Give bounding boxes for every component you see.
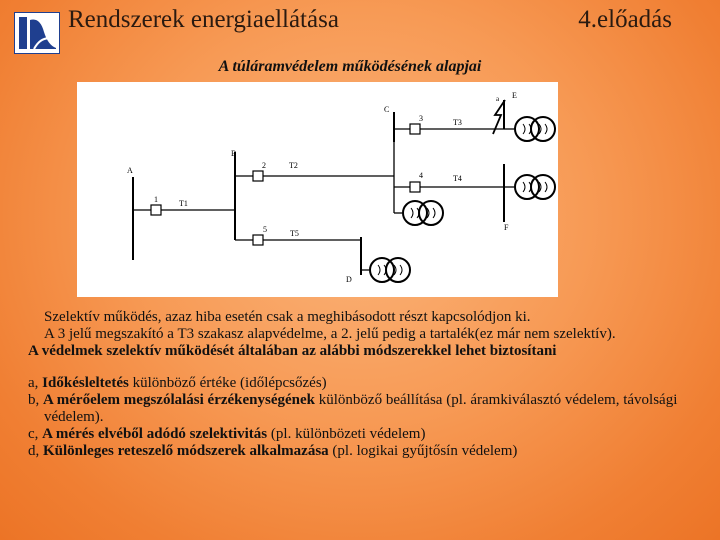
- breaker-3: [410, 124, 420, 134]
- label-bus-d: D: [346, 275, 352, 284]
- label-breaker-5: 5: [263, 225, 267, 234]
- label-breaker-2: 2: [262, 161, 266, 170]
- label-breaker-1: 1: [154, 195, 158, 204]
- label-line-t5: T5: [290, 229, 299, 238]
- header-title: Rendszerek energiaellátása: [68, 6, 339, 33]
- label-breaker-3: 3: [419, 114, 423, 123]
- label-breaker-4: 4: [419, 171, 423, 180]
- university-logo-icon: [14, 12, 60, 54]
- list-item-d: d, Különleges reteszelő módszerek alkalmazása (pl. logikai gyűjtősín védelem): [28, 443, 518, 459]
- one-line-diagram: [77, 82, 558, 297]
- transformer-d-icon: [370, 258, 410, 282]
- list-item-c: c, A mérés elvéből adódó szelektivitás (pl. különbözeti védelem): [28, 426, 426, 442]
- methods-heading: A védelmek szelektív működését általában az alábbi módszerekkel lehet biztosítani: [28, 343, 557, 359]
- label-fault-a: a: [496, 95, 500, 103]
- label-line-t2: T2: [289, 161, 298, 170]
- list-item-a: a, Időkésleltetés különböző értéke (időlépcsőzés): [28, 375, 327, 391]
- breaker-1: [151, 205, 161, 215]
- transformer-middle-icon: [403, 201, 443, 225]
- label-line-t4: T4: [453, 174, 462, 183]
- list-item-b: b, A mérőelem megszólalási érzékenységének különböző beállítása (pl. áramkiválasztó védelem, távolsági védelem).: [28, 392, 678, 425]
- breaker-5: [253, 235, 263, 245]
- label-bus-e: E: [512, 91, 517, 100]
- breaker-2: [253, 171, 263, 181]
- label-line-t1: T1: [179, 199, 188, 208]
- breaker-4: [410, 182, 420, 192]
- slide-body: [28, 309, 688, 460]
- label-bus-a: A: [127, 166, 133, 175]
- label-bus-b: B: [231, 149, 237, 158]
- label-bus-c: C: [384, 105, 390, 114]
- label-bus-f: F: [504, 223, 509, 232]
- transformer-f-icon: [515, 175, 555, 199]
- lecture-number: 4.előadás: [578, 6, 672, 33]
- paragraph-selective: Szelektív működés, azaz hiba esetén csak a meghibásodott részt kapcsolódjon ki.: [44, 309, 531, 325]
- transformer-e-icon: [515, 117, 555, 141]
- paragraph-breaker-3: A 3 jelű megszakító a T3 szakasz alapvédelme, a 2. jelű pedig a tartalék(ez már nem szelektív).: [44, 326, 616, 342]
- label-line-t3: T3: [453, 118, 462, 127]
- slide-subtitle: A túláramvédelem működésének alapjai: [218, 58, 482, 75]
